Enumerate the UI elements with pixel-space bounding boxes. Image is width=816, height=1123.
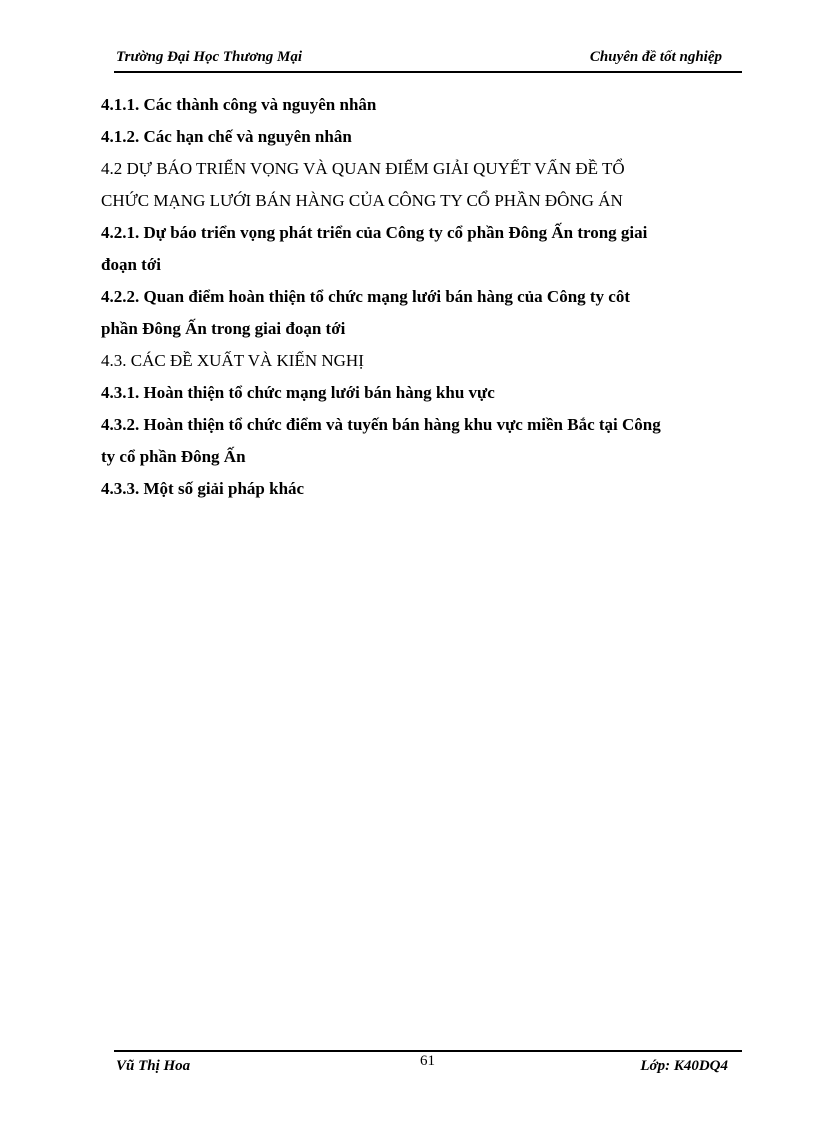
toc-section-4-2-line-1: 4.2 DỰ BÁO TRIỂN VỌNG VÀ QUAN ĐIỂM GIẢI QUYẾT VẤN ĐỀ TỔ: [101, 159, 625, 178]
header-document-type: Chuyên đề tốt nghiệp: [589, 49, 722, 65]
toc-item-4-2-1-line-2: đoạn tới: [101, 255, 161, 274]
table-of-contents: [101, 89, 741, 505]
toc-item-4-1-1: 4.1.1. Các thành công và nguyên nhân: [101, 95, 377, 114]
footer-author: Vũ Thị Hoa: [116, 1058, 191, 1074]
toc-item-4-3-2-line-1: 4.3.2. Hoàn thiện tổ chức điểm và tuyến bán hàng khu vực miền Bắc tại Công: [101, 415, 661, 434]
footer-class: Lớp: K40DQ4: [640, 1058, 728, 1074]
toc-section-4-3: 4.3. CÁC ĐỀ XUẤT VÀ KIẾN NGHỊ: [101, 351, 364, 370]
toc-item-4-2-1-line-1: 4.2.1. Dự báo triển vọng phát triển của Công ty cổ phần Đông Ấn trong giai: [101, 223, 648, 242]
toc-item-4-3-2-line-2: ty cổ phần Đông Ấn: [101, 447, 246, 466]
toc-item-4-1-2: 4.1.2. Các hạn chế và nguyên nhân: [101, 127, 352, 146]
toc-item-4-3-3: 4.3.3. Một số giải pháp khác: [101, 479, 305, 498]
toc-item-4-3-1: 4.3.1. Hoàn thiện tổ chức mạng lưới bán hàng khu vực: [101, 383, 495, 402]
header-school-name: Trường Đại Học Thương Mại: [116, 49, 303, 65]
page-number: 61: [420, 1053, 435, 1069]
page-header: [114, 47, 742, 73]
toc-item-4-2-2-line-2: phần Đông Ấn trong giai đoạn tới: [101, 319, 346, 338]
toc-item-4-2-2-line-1: 4.2.2. Quan điểm hoàn thiện tổ chức mạng lưới bán hàng của Công ty côt: [101, 287, 631, 306]
toc-section-4-2-line-2: CHỨC MẠNG LƯỚI BÁN HÀNG CỦA CÔNG TY CỔ PHẦN ĐÔNG ÁN: [101, 191, 623, 210]
page-footer: [114, 1050, 742, 1082]
